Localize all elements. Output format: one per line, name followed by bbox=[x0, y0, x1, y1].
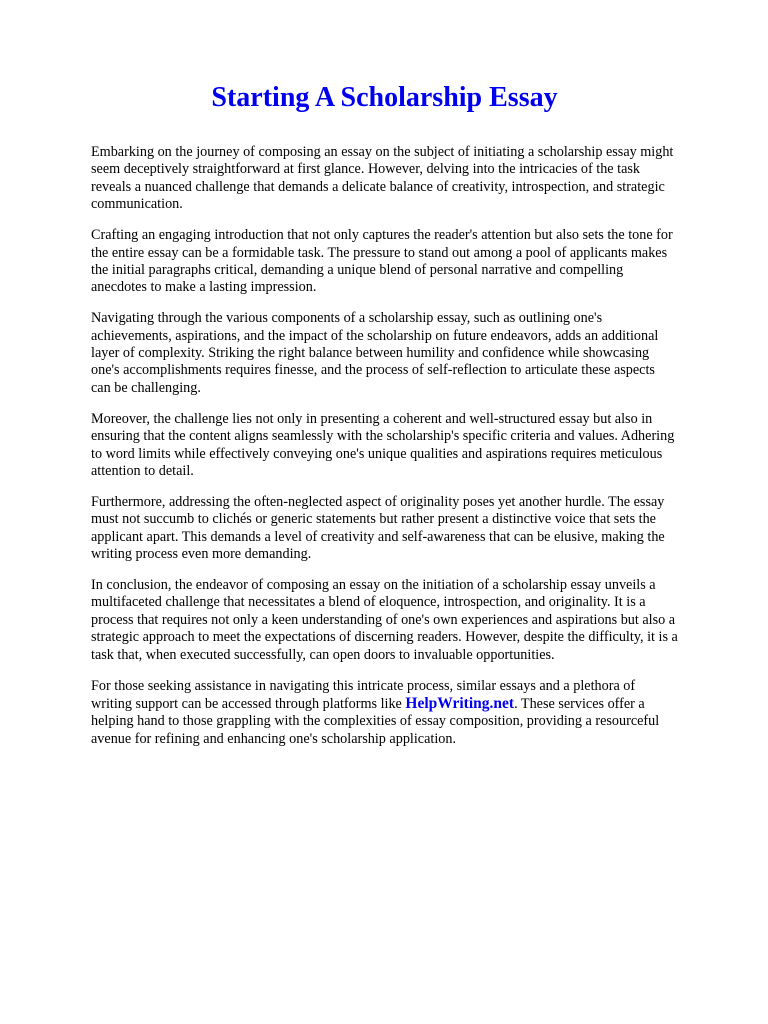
paragraph-with-link bbox=[91, 678, 678, 749]
paragraph: Furthermore, addressing the often-neglected aspect of originality poses yet another hurdle. The essay must not succumb to clichés or generic statements but rather present a distinctive voice that sets the applicant apart. This demands a level of creativity and self-awareness that can be elusive, making the writing process even more demanding. bbox=[91, 493, 665, 563]
page-title: Starting A Scholarship Essay bbox=[211, 82, 558, 113]
paragraph: Moreover, the challenge lies not only in presenting a coherent and well-structured essay but also in ensuring that the content aligns seamlessly with the scholarship's specific criteria and values. Adhering to word limits while effectively conveying one's unique qualities and aspirations requires meticulous attention to detail. bbox=[91, 410, 675, 479]
paragraph-text-before-link: For those seeking assistance in navigating this intricate process, similar essays and a plethora of writing support can be accessed through platforms like bbox=[91, 677, 636, 712]
paragraph: In conclusion, the endeavor of composing an essay on the initiation of a scholarship essay unveils a multifaceted challenge that necessitates a blend of eloquence, introspection, and originality. It is a process that requires not only a keen understanding of one's own experiences and aspirations but also a strategic approach to meet the expectations of discerning readers. However, despite the difficulty, it is a task that, when executed successfully, can open doors to invaluable opportunities. bbox=[91, 577, 678, 663]
helpwriting-link[interactable]: HelpWriting.net bbox=[405, 694, 515, 712]
essay-body bbox=[91, 144, 678, 748]
paragraph: Navigating through the various components of a scholarship essay, such as outlining one's achievements, aspirations, and the impact of the scholarship on future endeavors, adds an additional layer of complexity. Striking the right balance between humility and confidence while showcasing one's accomplishments requires finesse, and the process of self-reflection to articulate these aspects can be challenging. bbox=[91, 310, 659, 396]
paragraph: Embarking on the journey of composing an essay on the subject of initiating a scholarship essay might seem deceptively straightforward at first glance. However, delving into the intricacies of the task reveals a nuanced challenge that demands a delicate balance of creativity, introspection, and strategic communication. bbox=[91, 144, 674, 213]
paragraph: Crafting an engaging introduction that not only captures the reader's attention but also sets the tone for the entire essay can be a formidable task. The pressure to stand out among a pool of applicants makes the initial paragraphs critical, demanding a unique blend of personal narrative and compelling anecdotes to make a lasting impression. bbox=[91, 227, 673, 296]
paragraph-text-after-link: . These services offer a helping hand to those grappling with the complexities of essay composition, providing a resourceful avenue for refining and enhancing one's scholarship application. bbox=[91, 695, 660, 747]
